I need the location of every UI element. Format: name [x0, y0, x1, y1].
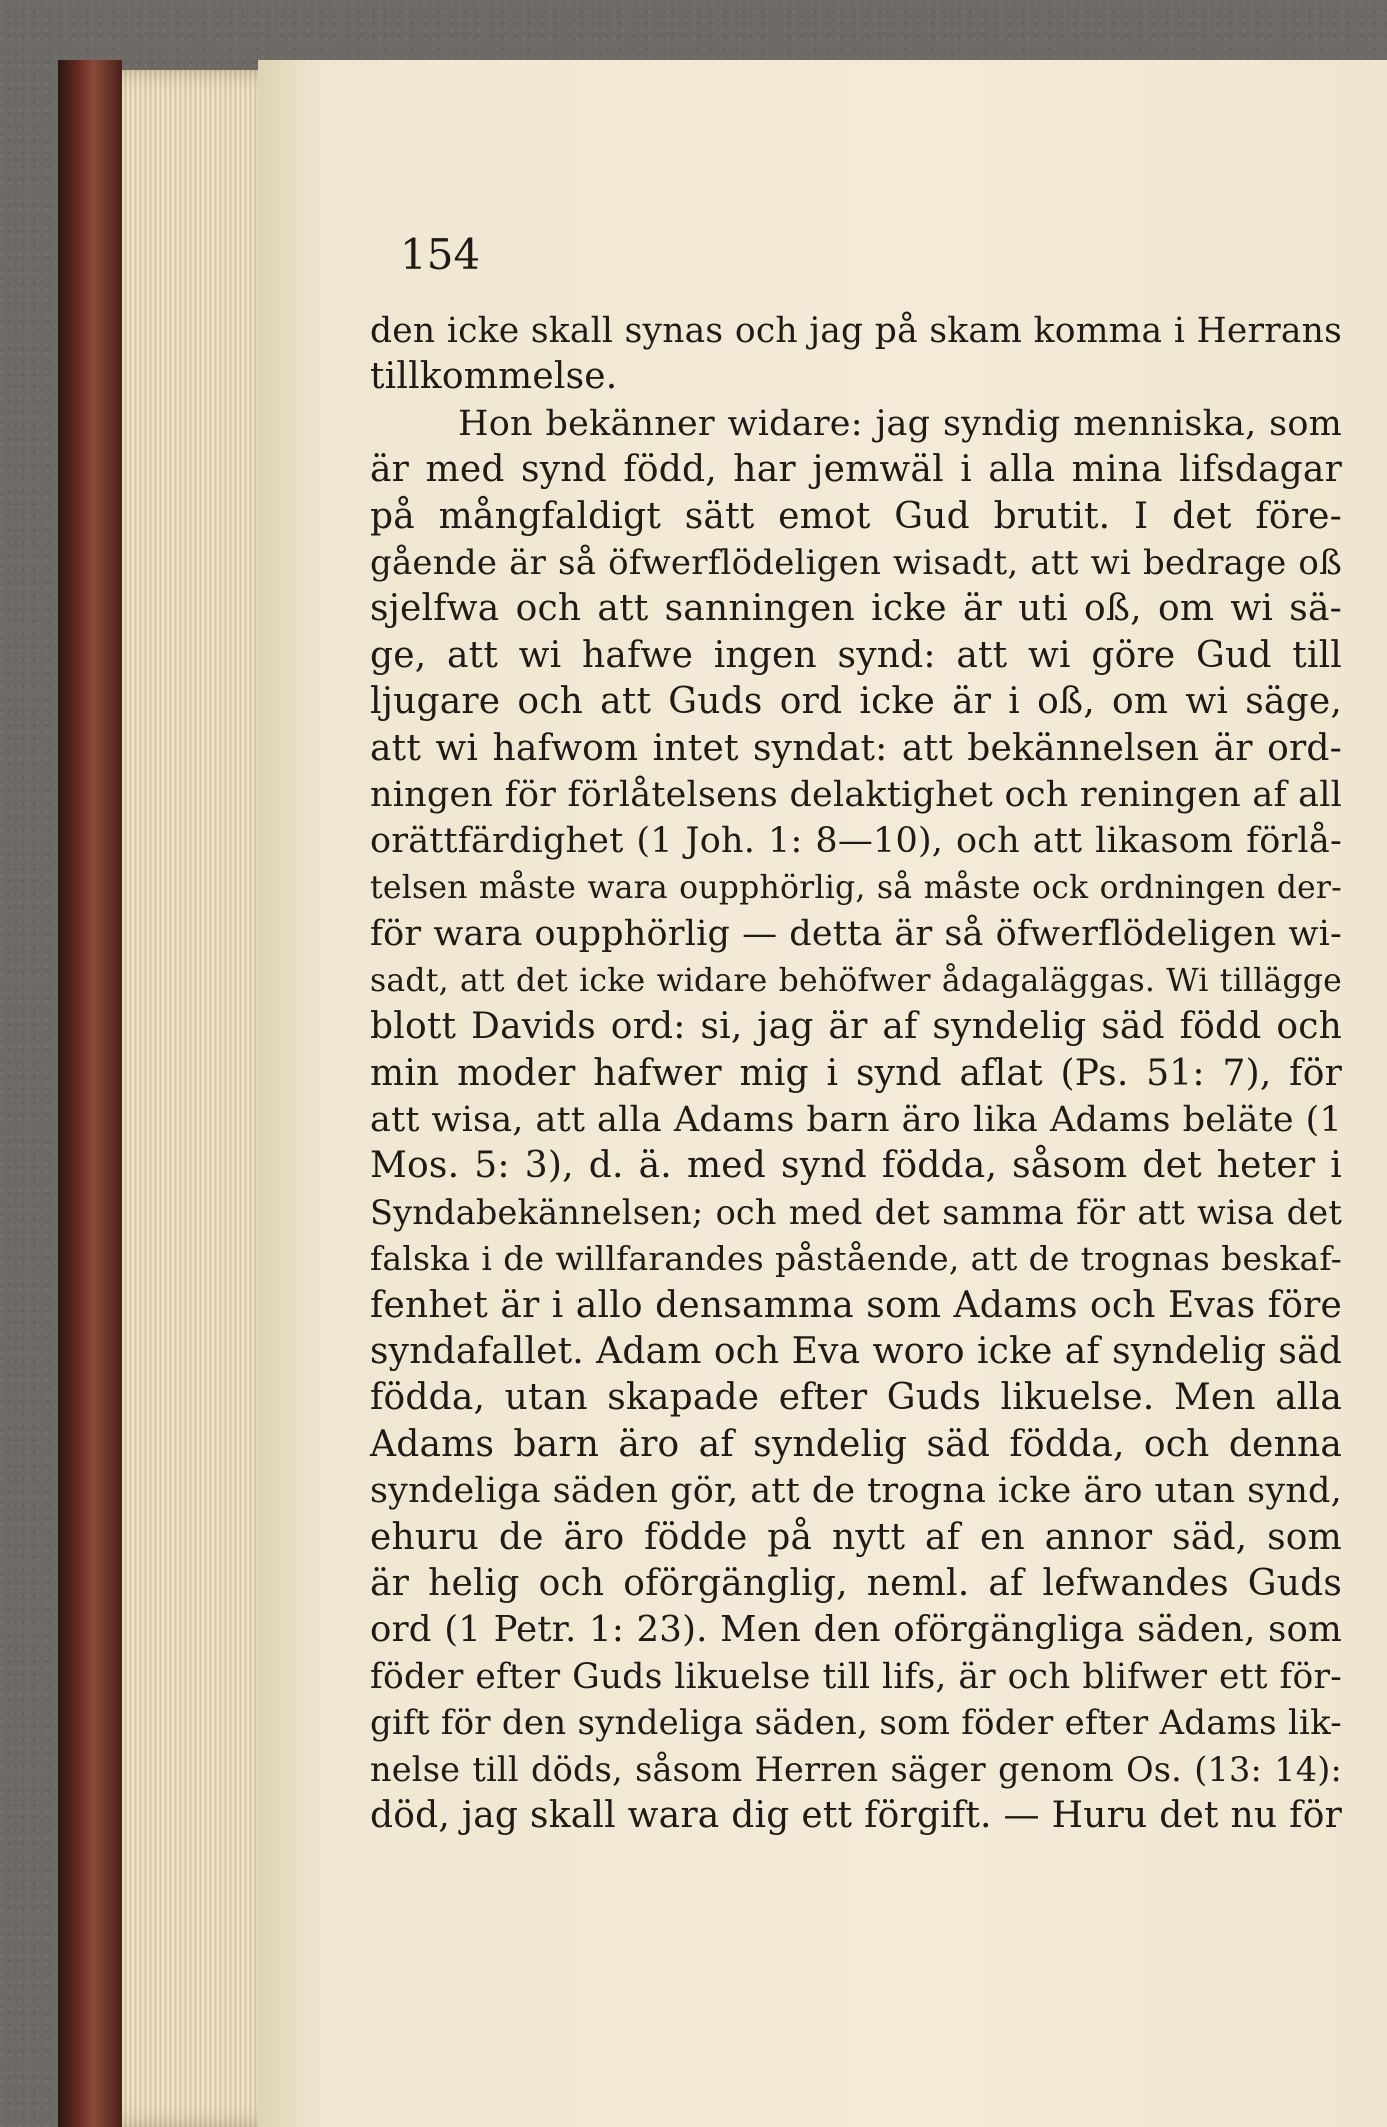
text-line: syndafallet. Adam och Eva woro icke af syndelig säd [370, 1330, 1342, 1372]
text-line: sadt, att det icke widare behöfwer ådagaläggas. Wi tillägge [370, 962, 1342, 999]
text-line: sjelfwa och att sanningen icke är uti oß, om wi sä- [370, 588, 1342, 630]
text-line: nelse till döds, såsom Herren säger genom Os. (13: 14): [370, 1749, 1342, 1789]
text-line: telsen måste wara oupphörlig, så måste ock ordningen der- [370, 869, 1342, 906]
page-number: 154 [400, 230, 481, 279]
text-line: ehuru de äro födde på nytt af en annor säd, som [370, 1516, 1342, 1558]
text-line: min moder hafwer mig i synd aflat (Ps. 51: 7), för [370, 1052, 1342, 1094]
text-line: ningen för förlåtelsens delaktighet och reningen af all [370, 775, 1342, 816]
text-line: falska i de willfarandes påstående, att de trognas beskaf- [370, 1239, 1342, 1279]
text-line: ord (1 Petr. 1: 23). Men den oförgängliga säden, som [370, 1609, 1342, 1651]
text-line: ge, att wi hafwe ingen synd: att wi göre Gud till [370, 634, 1342, 676]
text-line: den icke skall synas och jag på skam komma i Herrans [370, 311, 1342, 351]
text-line: är helig och oförgänglig, neml. af lefwandes Guds [370, 1562, 1342, 1604]
text-line: att wi hafwom intet syndat: att bekännelsen är ord- [370, 727, 1342, 769]
text-line: föder efter Guds likuelse till lifs, är och blifwer ett för- [370, 1656, 1342, 1697]
text-line: blott Davids ord: si, jag är af syndelig säd född och [370, 1006, 1342, 1048]
text-line: fenhet är i allo densamma som Adams och Evas före [370, 1284, 1342, 1326]
text-line: död, jag skall wara dig ett förgift. — Huru det nu för [370, 1795, 1342, 1836]
text-line: för wara oupphörlig — detta är så öfwerflödeligen wi- [370, 914, 1342, 955]
text-line: födda, utan skapade efter Guds likuelse. Men alla [370, 1377, 1342, 1419]
text-line: tillkommelse. [370, 356, 618, 398]
text-line: syndeliga säden gör, att de trogna icke äro utan synd, [370, 1471, 1342, 1512]
text-line: orättfärdighet (1 Joh. 1: 8—10), och att likasom förlå- [370, 821, 1342, 862]
text-line: är med synd född, har jemwäl i alla mina lifsdagar [370, 449, 1342, 491]
body-text [370, 308, 1342, 1839]
text-line: att wisa, att alla Adams barn äro lika Adams beläte (1 [370, 1099, 1342, 1140]
text-line: Syndabekännelsen; och med det samma för att wisa det [370, 1192, 1342, 1232]
book-cover-edge [58, 60, 122, 2127]
text-line: Adams barn äro af syndelig säd födda, och denna [370, 1423, 1342, 1465]
text-line: Mos. 5: 3), d. ä. med synd födda, såsom det heter i [370, 1145, 1342, 1187]
text-line: gående är så öfwerflödeligen wisadt, att wi bedrage oß [370, 543, 1342, 584]
text-line: Hon bekänner widare: jag syndig menniska, som [458, 403, 1342, 444]
text-line: ljugare och att Guds ord icke är i oß, om wi säge, [370, 681, 1342, 723]
text-line: på mångfaldigt sätt emot Gud brutit. I det före- [370, 495, 1342, 537]
text-line: gift för den syndeliga säden, som föder efter Adams lik- [370, 1703, 1342, 1744]
